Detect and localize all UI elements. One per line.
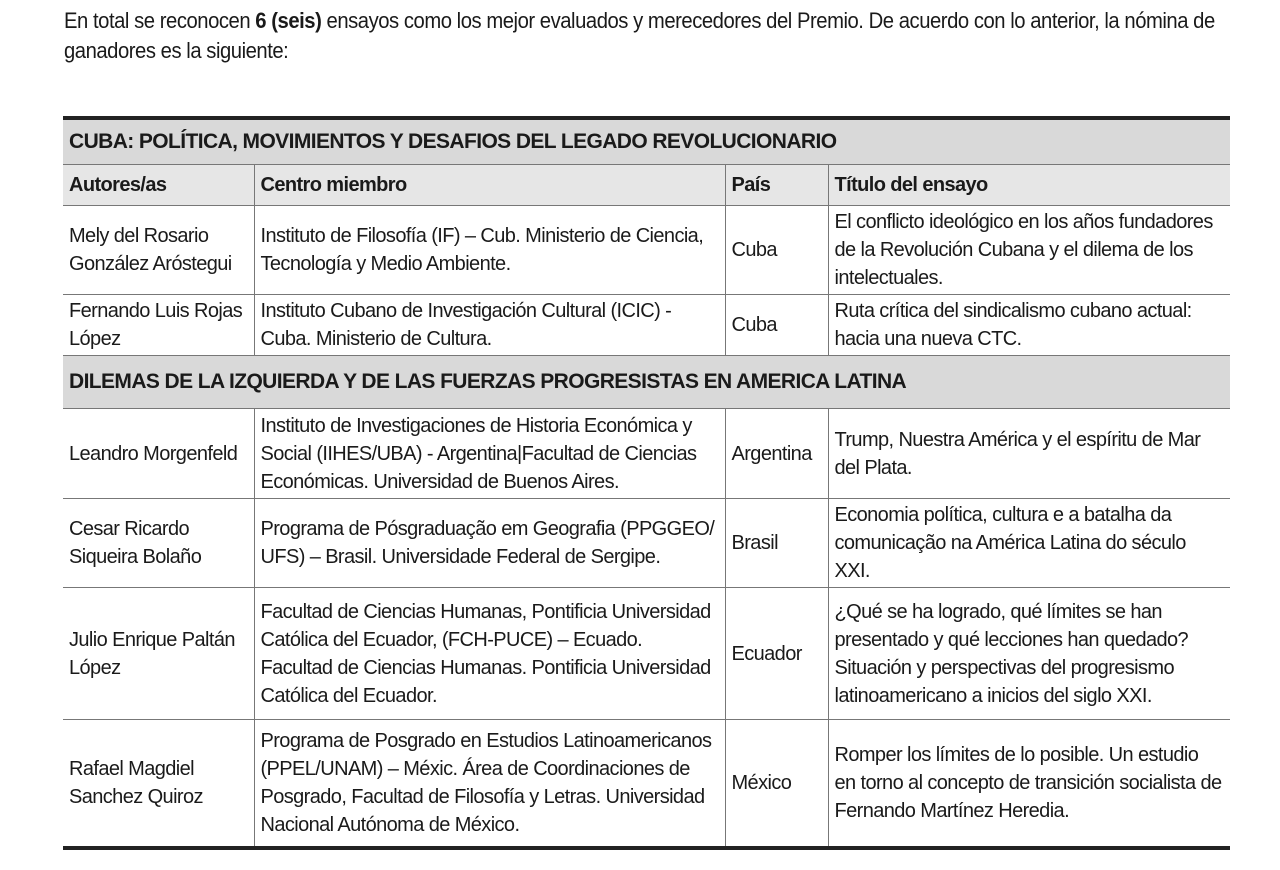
cell-country: Cuba [725,295,828,356]
cell-country: Argentina [725,409,828,499]
winners-table-container [63,116,1230,850]
table-row [63,499,1230,588]
header-title: Título del ensayo [828,165,1230,206]
cell-center: Programa de Pósgraduação em Geografia (PPGGEO/ UFS) – Brasil. Universidade Federal de Sergipe. [254,499,725,588]
cell-center: Instituto de Investigaciones de Historia Económica y Social (IIHES/UBA) - Argentina|Facultad de Ciencias Económicas. Universidad de Buenos Aires. [254,409,725,499]
header-center: Centro miembro [254,165,725,206]
cell-author: Julio Enrique Paltán López [63,588,254,720]
cell-author: Mely del Rosario González Aróstegui [63,206,254,295]
intro-paragraph [64,6,1234,66]
cell-author: Fernando Luis Rojas López [63,295,254,356]
cell-author: Cesar Ricardo Siqueira Bolaño [63,499,254,588]
table-row [63,206,1230,295]
header-country: País [725,165,828,206]
cell-title: Trump, Nuestra América y el espíritu de Mar del Plata. [828,409,1230,499]
section-row-dilemas [63,356,1230,409]
cell-center: Facultad de Ciencias Humanas, Pontificia Universidad Católica del Ecuador, (FCH-PUCE) – Ecuado. Facultad de Ciencias Humanas. Pontificia Universidad Católica del Ecuador. [254,588,725,720]
cell-center: Instituto de Filosofía (IF) – Cub. Ministerio de Ciencia, Tecnología y Medio Ambiente. [254,206,725,295]
intro-text-end: ensayos como los mejor evaluados y merecedores del Premio. De acuerdo con lo anterior, la nómina de ganadores es la siguiente: [64,8,1215,63]
cell-country: Cuba [725,206,828,295]
intro-count-bold: 6 (seis) [255,8,322,33]
header-row [63,165,1230,206]
intro-text-start: En total se reconocen [64,8,256,33]
cell-title: Ruta crítica del sindicalismo cubano actual: hacia una nueva CTC. [828,295,1230,356]
cell-author: Rafael Magdiel Sanchez Quiroz [63,720,254,848]
cell-title: Economia política, cultura e a batalha da comunicação na América Latina do século XXI. [828,499,1230,588]
table-row [63,295,1230,356]
table-row [63,720,1230,848]
cell-country: México [725,720,828,848]
section-row-cuba [63,118,1230,165]
winners-table [63,116,1230,850]
cell-country: Ecuador [725,588,828,720]
cell-center: Instituto Cubano de Investigación Cultural (ICIC) - Cuba. Ministerio de Cultura. [254,295,725,356]
cell-author: Leandro Morgenfeld [63,409,254,499]
header-authors: Autores/as [63,165,254,206]
table-row [63,588,1230,720]
section-title-dilemas: DILEMAS DE LA IZQUIERDA Y DE LAS FUERZAS PROGRESISTAS EN AMERICA LATINA [63,356,1230,409]
cell-center: Programa de Posgrado en Estudios Latinoamericanos (PPEL/UNAM) – Méxic. Área de Coordinaciones de Posgrado, Facultad de Filosofía y Letras. Universidad Nacional Autónoma de México. [254,720,725,848]
cell-country: Brasil [725,499,828,588]
table-row [63,409,1230,499]
cell-title: Romper los límites de lo posible. Un estudio en torno al concepto de transición socialista de Fernando Martínez Heredia. [828,720,1230,848]
cell-title: ¿Qué se ha logrado, qué límites se han presentado y qué lecciones han quedado? Situación y perspectivas del progresismo latinoamericano a inicios del siglo XXI. [828,588,1230,720]
section-title-cuba: CUBA: POLÍTICA, MOVIMIENTOS Y DESAFIOS DEL LEGADO REVOLUCIONARIO [63,118,1230,165]
cell-title: El conflicto ideológico en los años fundadores de la Revolución Cubana y el dilema de los intelectuales. [828,206,1230,295]
